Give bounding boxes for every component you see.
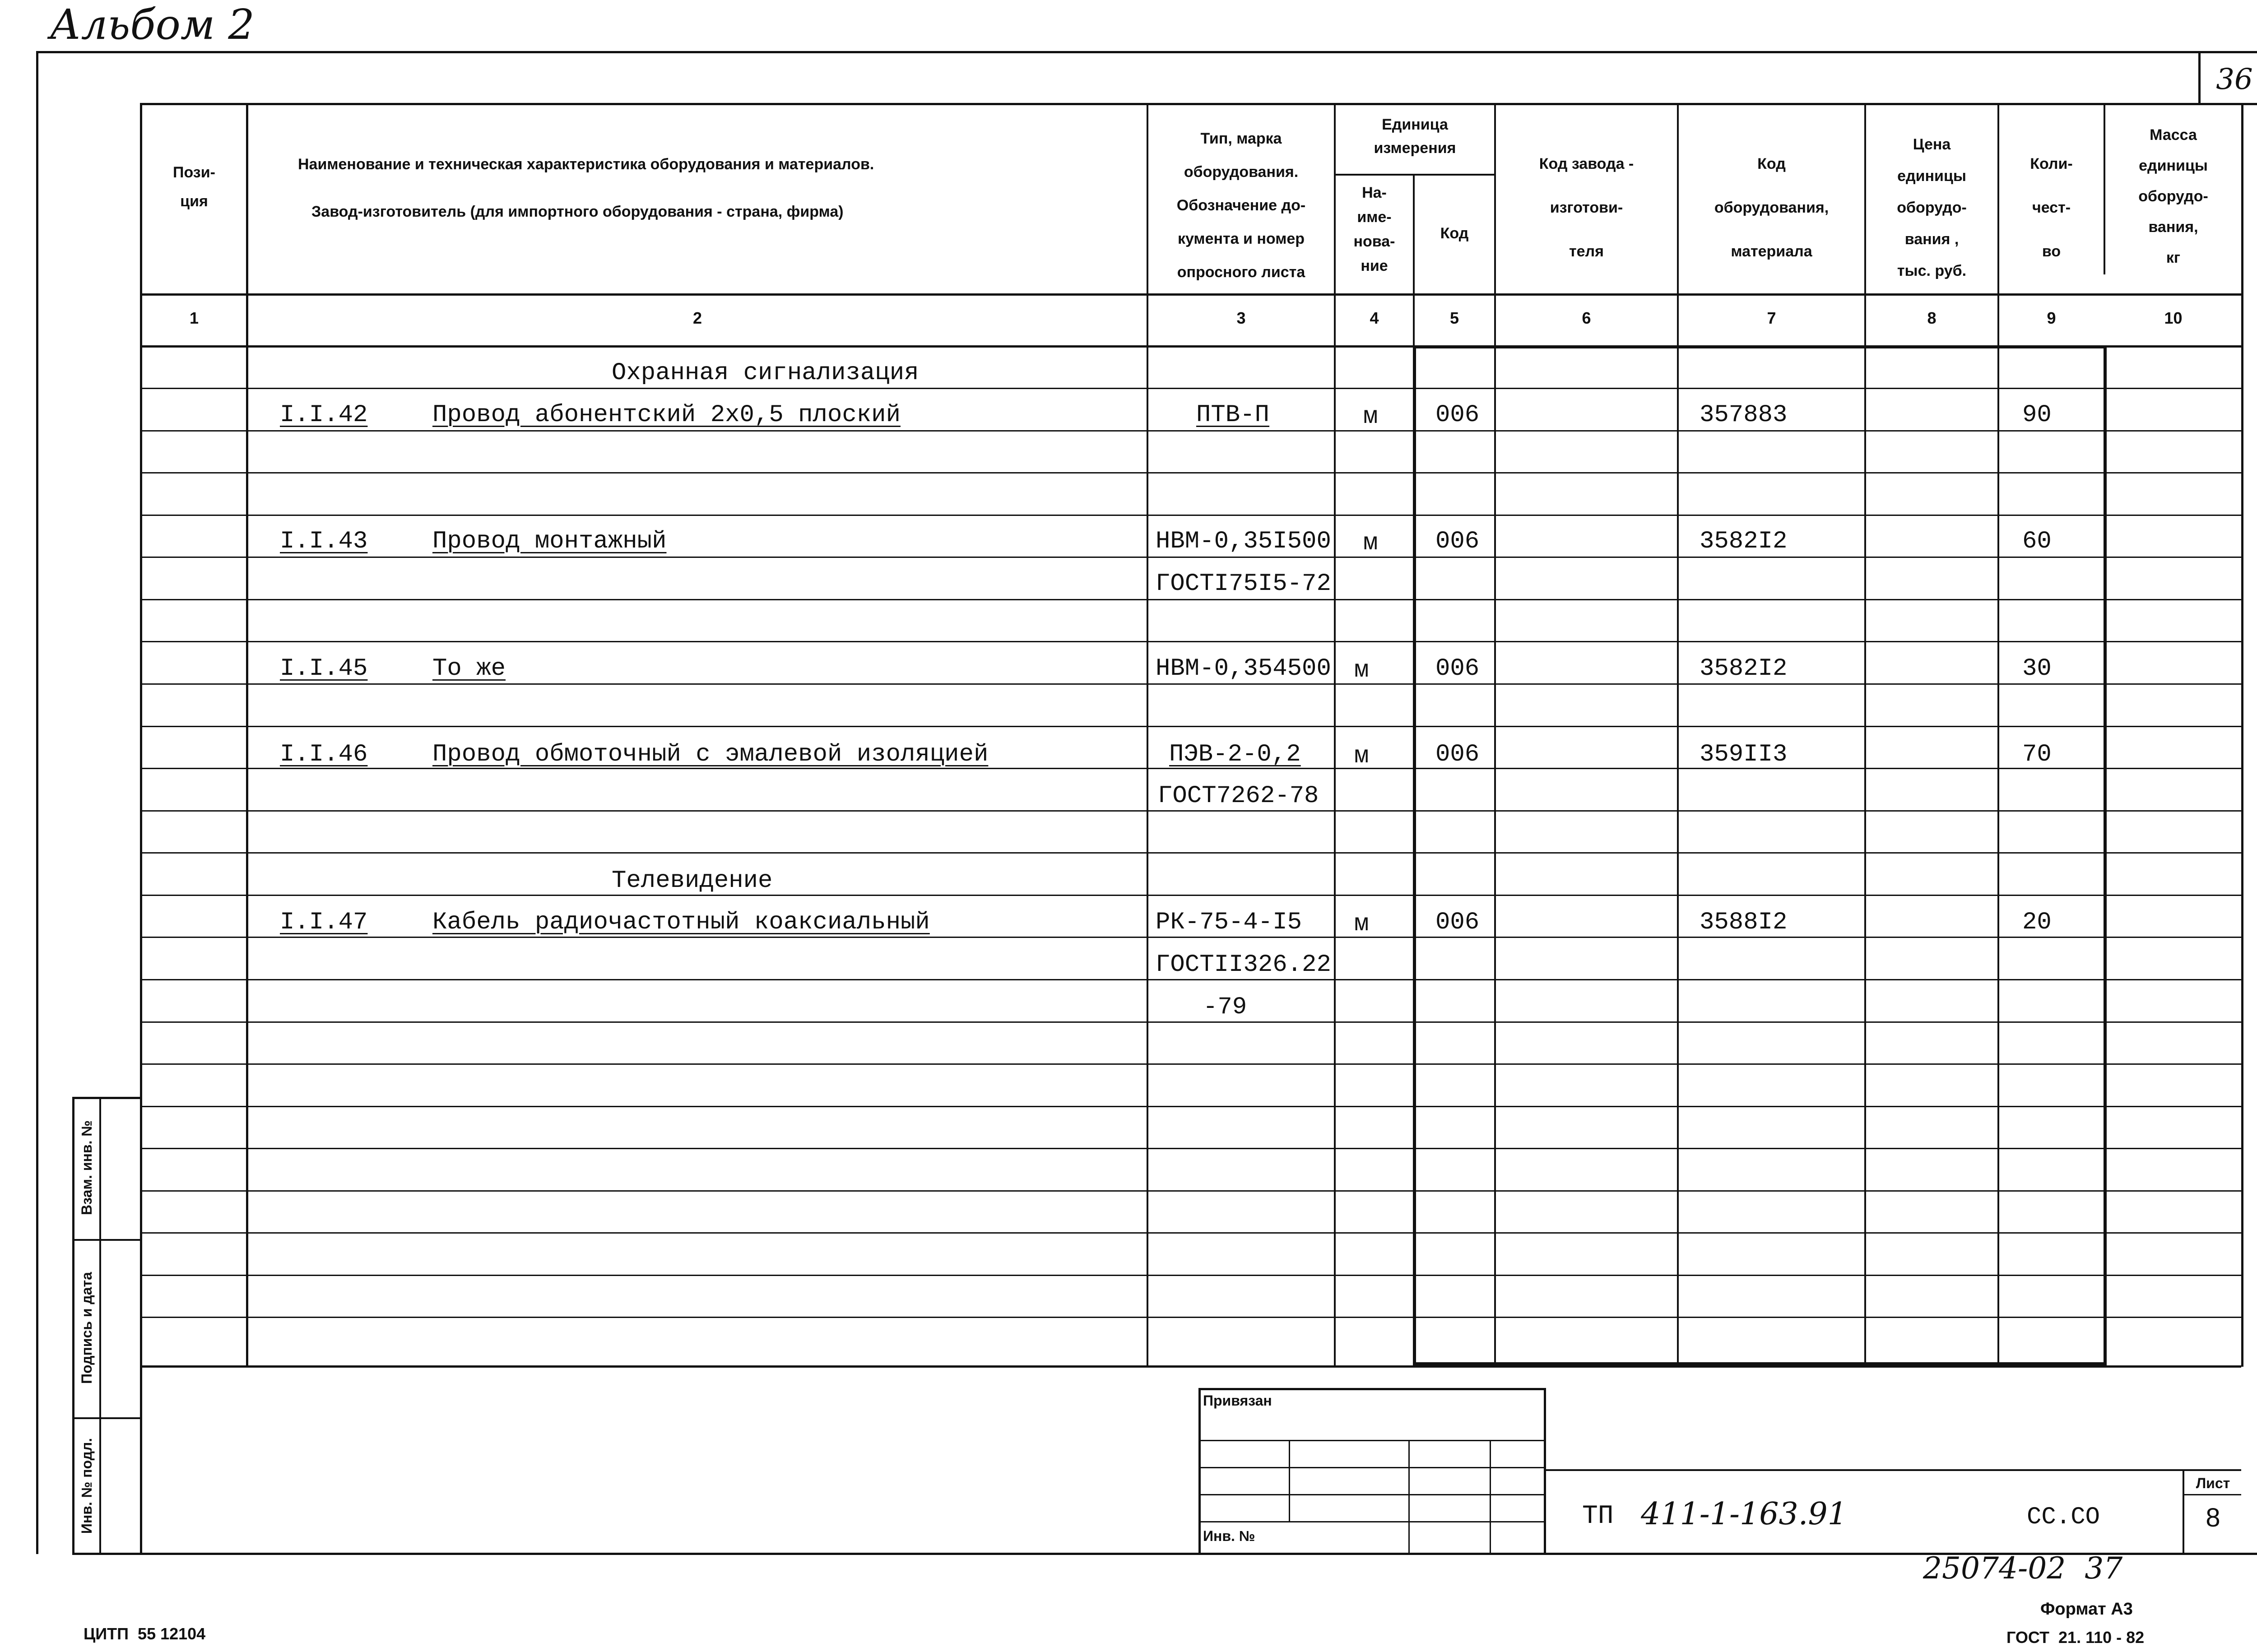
column-number: 7 [1767, 309, 1776, 327]
album-note: Альбом 2 [50, 0, 255, 49]
equipment-code-cell: 3588I2 [1700, 909, 1788, 936]
header-name-line2: Завод-изготовитель (для импортного оборудования - страна, фирма) [311, 203, 844, 220]
type-cell-line2: ГОСТ7262-78 [1158, 782, 1319, 810]
code-cell: 006 [1435, 741, 1480, 768]
header-factory-code: Код завода - изготови- теля [1539, 155, 1634, 260]
header-unit-name: На- име- нова- ние [1353, 184, 1395, 274]
header-unit-code: Код [1440, 225, 1469, 242]
name-cell: Провод обмоточный с эмалевой изоляцией [432, 741, 989, 768]
column-number: 1 [189, 309, 199, 327]
position-cell: I.I.43 [280, 528, 368, 555]
type-cell: РК-75-4-I5 [1156, 909, 1302, 936]
column-number: 3 [1236, 309, 1246, 327]
column-number: 8 [1927, 309, 1937, 327]
doc-mark: СС.СО [2027, 1504, 2100, 1531]
section-heading: Охранная сигнализация [612, 359, 919, 387]
type-cell: НВМ-0,35I500 [1156, 528, 1331, 555]
code-cell: 006 [1435, 401, 1480, 429]
unit-cell: м [1354, 657, 1369, 684]
archive-number: 25074-02 37 [1923, 1551, 2123, 1586]
header-position: Пози- ция [173, 164, 215, 210]
name-cell: То же [432, 655, 506, 682]
header-mass: Масса единицы оборудо- вания, кг [2138, 126, 2208, 266]
position-cell: I.I.46 [280, 741, 368, 768]
quantity-cell: 90 [2022, 401, 2052, 429]
unit-cell: м [1363, 529, 1378, 557]
header-equipment-code: Код оборудования, материала [1714, 155, 1829, 260]
type-cell-line2: ГОСТII326.22 [1156, 951, 1331, 979]
type-cell: ПЭВ-2-0,2 [1169, 741, 1301, 768]
name-cell: Провод абонентский 2х0,5 плоский [432, 401, 901, 429]
stamp-replaced-inv: Взам. инв. № [79, 1120, 95, 1215]
quantity-cell: 30 [2022, 655, 2052, 682]
frame-left [36, 51, 38, 1554]
column-number: 9 [2047, 309, 2056, 327]
equipment-code-cell: 3582I2 [1700, 528, 1788, 555]
type-cell-line2: ГОСТI75I5-72 [1156, 570, 1331, 598]
header-quantity: Коли- чест- во [2030, 155, 2073, 260]
publisher-code: ЦИТП 55 12104 [84, 1624, 206, 1643]
code-cell: 006 [1435, 909, 1480, 936]
stamp-original-inv: Инв. № подл. [79, 1438, 95, 1534]
type-cell-line3: -79 [1203, 993, 1247, 1021]
equipment-code-cell: 357883 [1700, 401, 1788, 429]
type-cell: ПТВ-П [1196, 401, 1270, 429]
sheet-number: 8 [2206, 1503, 2220, 1532]
unit-cell: м [1354, 742, 1369, 770]
code-cell: 006 [1435, 528, 1480, 555]
column-number: 10 [2164, 309, 2183, 327]
inv-number-label: Инв. № [1203, 1528, 1255, 1544]
quantity-cell: 70 [2022, 741, 2052, 768]
privyazan-label: Привязан [1203, 1392, 1272, 1409]
type-cell: НВМ-0,354500 [1156, 655, 1331, 682]
gost-reference: ГОСТ 21. 110 - 82 [2006, 1628, 2145, 1647]
sheet-label: Лист [2196, 1475, 2230, 1491]
header-price: Цена единицы оборудо- вания , тыс. руб. [1897, 136, 1967, 279]
doc-code: 411-1-163.91 [1641, 1496, 1847, 1532]
format-label: Формат А3 [2040, 1600, 2133, 1619]
header-unit-group: Единица измерения [1374, 116, 1456, 157]
equipment-code-cell: 359II3 [1700, 741, 1788, 768]
sheet-corner-number: 36 [2216, 63, 2253, 96]
header-name-line1: Наименование и техническая характеристика оборудования и материалов. [298, 156, 874, 173]
quantity-cell: 60 [2022, 528, 2052, 555]
unit-cell: м [1354, 910, 1369, 938]
stamp-signature-date: Подпись и дата [79, 1272, 95, 1384]
position-cell: I.I.42 [280, 401, 368, 429]
column-number: 2 [692, 309, 702, 327]
quantity-cell: 20 [2022, 909, 2052, 936]
unit-cell: м [1363, 403, 1378, 431]
column-number: 5 [1449, 309, 1459, 327]
header-type: Тип, марка оборудования. Обозначение до- кумента и номер опросного листа [1176, 130, 1306, 281]
position-cell: I.I.47 [280, 909, 368, 936]
column-number: 6 [1582, 309, 1591, 327]
doc-prefix: ТП [1582, 1502, 1614, 1531]
section-heading: Телевидение [612, 867, 773, 895]
frame-top [36, 51, 2257, 53]
name-cell: Кабель радиочастотный коаксиальный [432, 909, 930, 936]
code-cell: 006 [1435, 655, 1480, 682]
column-number: 4 [1370, 309, 1379, 327]
position-cell: I.I.45 [280, 655, 368, 682]
equipment-code-cell: 3582I2 [1700, 655, 1788, 682]
name-cell: Провод монтажный [432, 528, 667, 555]
